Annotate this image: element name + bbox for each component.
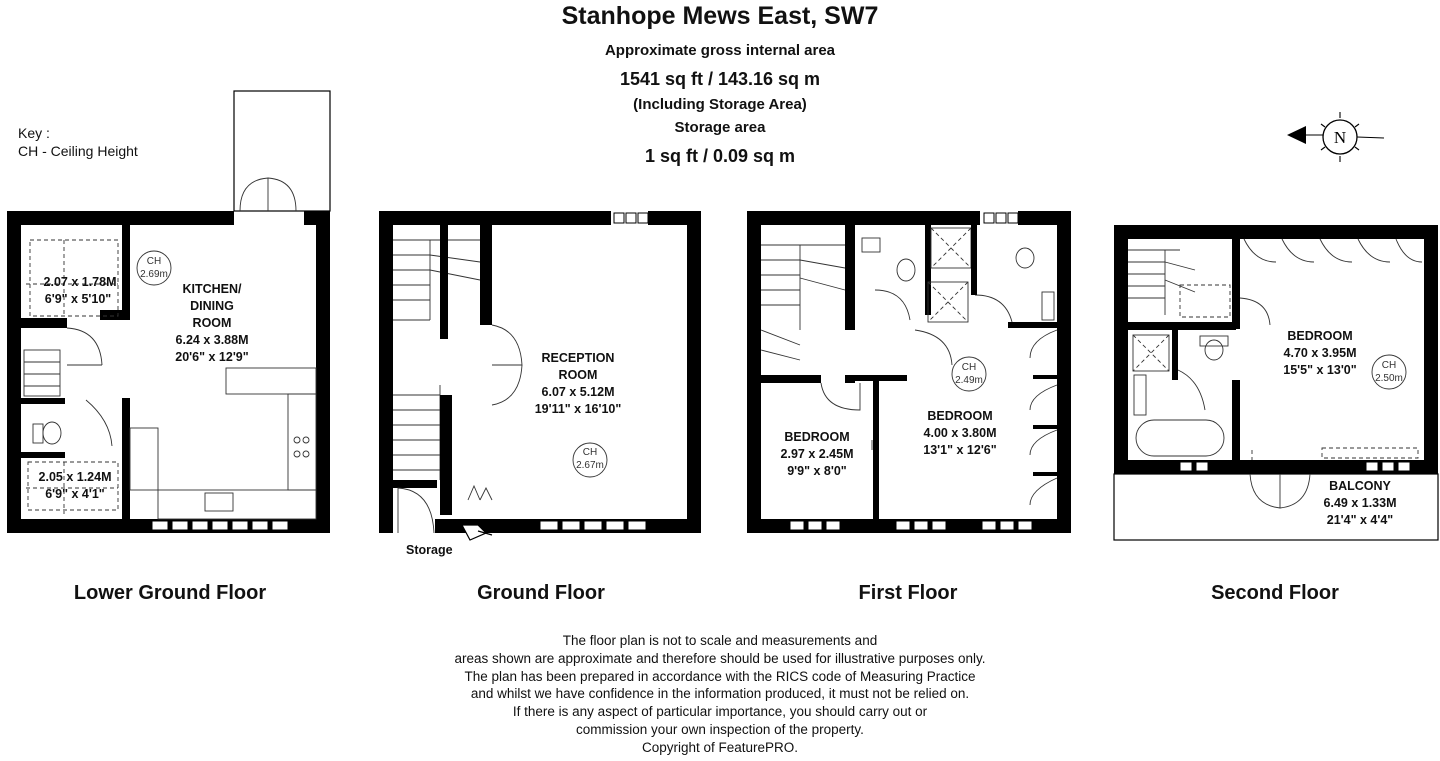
disclaimer-line: areas shown are approximate and therefore should be used for illustrative purposes only. [454,650,986,666]
balcony-dim-ft: 21'4" x 4'4" [1326,513,1394,527]
ground-floor-plan [379,211,701,540]
ceiling-height-label: CH [961,362,977,373]
compass-letter: N [1333,128,1347,147]
compass-icon [1287,112,1384,162]
disclaimer-line: and whilst we have confidence in the information produced, it must not be relied on. [470,686,970,702]
bedroom-large-dim-m: 4.00 x 3.80M [923,426,997,440]
bedroom-small-name: BEDROOM [784,430,850,444]
reception-dim-m: 6.07 x 5.12M [541,385,615,399]
room-a-dim-ft: 6'9" x 5'10" [44,292,112,306]
bedroom-small-dim-m: 2.97 x 2.45M [780,447,854,461]
ceiling-height-label: CH [1381,360,1397,371]
key-entry: CH - Ceiling Height [18,143,138,159]
bedroom-small-dim-ft: 9'9" x 8'0" [787,464,847,478]
gross-area-label: Approximate gross internal area [604,42,836,59]
disclaimer-line: The floor plan is not to scale and measurements and [562,633,878,648]
disclaimer-line: If there is any aspect of particular importance, you should carry out or [512,704,928,720]
page-title: Stanhope Mews East, SW7 [561,2,879,30]
first-floor-plan [747,211,1071,533]
kitchen-name-1: KITCHEN/ [182,282,242,296]
balcony-name: BALCONY [1329,479,1391,493]
lower-ground-floor-plan [7,91,330,533]
key-title: Key : [18,125,50,141]
disclaimer-line: The plan has been prepared in accordance with the RICS code of Measuring Practice [464,668,976,684]
kitchen-name-3: ROOM [192,316,232,330]
reception-name-2: ROOM [558,368,598,382]
storage-area-label: Storage area [674,119,766,136]
bedroom-dim-m: 4.70 x 3.95M [1283,346,1357,360]
bedroom-name: BEDROOM [1287,329,1353,343]
reception-name-1: RECEPTION [541,351,615,365]
gross-area-value: 1541 sq ft / 143.16 sq m [619,69,821,89]
floor-label-first: First Floor [858,582,958,604]
bedroom-large-name: BEDROOM [927,409,993,423]
ceiling-height-value: 2.49m [955,375,983,386]
storage-area-value: 1 sq ft / 0.09 sq m [644,146,796,166]
room-b-dim-m: 2.05 x 1.24M [38,470,112,484]
bedroom-large-dim-ft: 13'1" x 12'6" [923,443,997,457]
reception-dim-ft: 19'11" x 16'10" [534,402,622,416]
floor-label-second: Second Floor [1211,582,1339,604]
disclaimer-line: commission your own inspection of the property. [576,721,864,737]
balcony-dim-m: 6.49 x 1.33M [1323,496,1397,510]
ceiling-height-value: 2.69m [140,269,168,280]
ceiling-height-value: 2.50m [1375,373,1403,384]
room-b-dim-ft: 6'9" x 4'1" [45,487,105,501]
ceiling-height-label: CH [146,256,162,267]
kitchen-name-2: DINING [190,299,234,313]
bedroom-dim-ft: 15'5" x 13'0" [1283,363,1357,377]
ceiling-height-label: CH [582,447,598,458]
room-a-dim-m: 2.07 x 1.78M [43,275,117,289]
second-floor-plan [1114,225,1438,540]
floor-label-lower-ground: Lower Ground Floor [73,582,267,604]
disclaimer [0,632,1440,757]
copyright: Copyright of FeaturePRO. [641,739,799,755]
storage-label: Storage [406,543,453,557]
ceiling-height-value: 2.67m [576,460,604,471]
kitchen-dim-m: 6.24 x 3.88M [175,333,249,347]
gross-area-note: (Including Storage Area) [633,96,807,113]
kitchen-dim-ft: 20'6" x 12'9" [175,350,249,364]
floor-label-ground: Ground Floor [477,582,605,604]
